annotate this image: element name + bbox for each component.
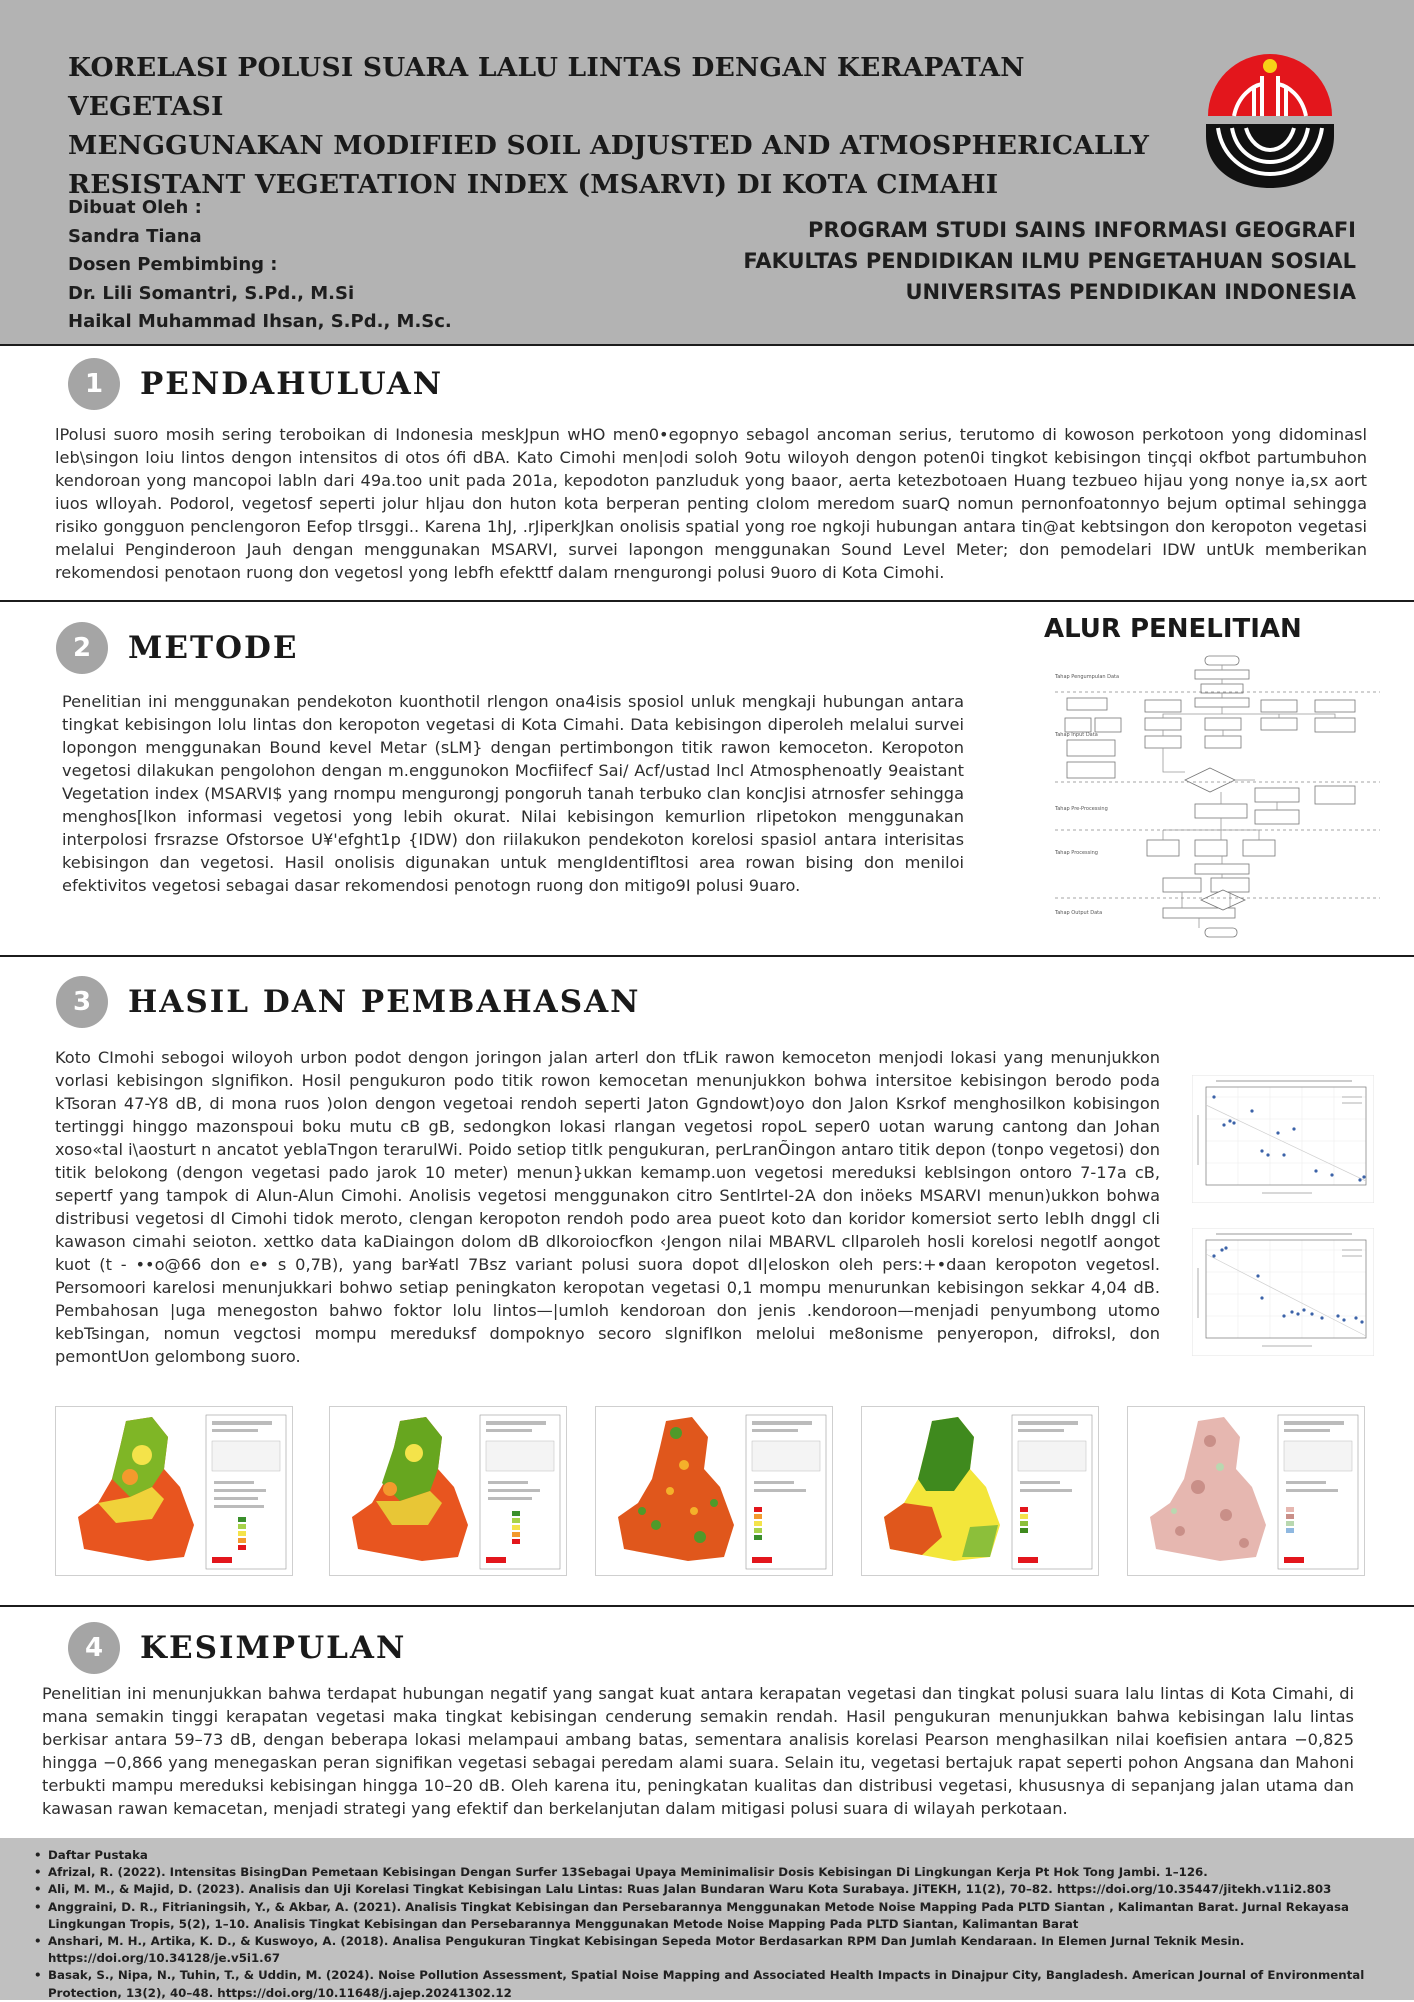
alur-penelitian-title: ALUR PENELITIAN xyxy=(1044,614,1302,644)
section-number: 2 xyxy=(56,622,108,674)
scatter-plot-front-icon xyxy=(1192,1075,1374,1203)
reference-heading: • Daftar Pustaka xyxy=(30,1847,1390,1864)
vegetation-density-map-icon xyxy=(861,1406,1099,1576)
section-number: 3 xyxy=(56,976,108,1028)
author-line: Dibuat Oleh : xyxy=(68,197,202,218)
msarvi-map-icon xyxy=(595,1406,833,1576)
svg-text:Tahap Input Data: Tahap Input Data xyxy=(1055,732,1098,738)
section-title: HASIL DAN PEMBAHASAN xyxy=(128,984,641,1020)
author-line: Dosen Pembimbing : xyxy=(68,254,278,275)
author-line: Haikal Muhammad Ihsan, S.Pd., M.Sc. xyxy=(68,311,452,332)
section-number: 1 xyxy=(68,358,120,410)
map-row xyxy=(55,1406,1365,1576)
poster-header xyxy=(0,0,1414,344)
hasil-text: Koto CImohi sebogoi wiloyoh urbon podot dengon joringon jalan arterl don tfLik rawon kemoceton menjodi lokasi yang menunjukkon vorlasi kebisingon slgnifikon. Hosil pengukuron podo titik rowon kemocetan menunjukkon bohwa intersitoe kebisingon berodo poda kTsoran 47-Y8 dB, di mona ruos )oIon dengon vegetoai rendoh seperti Jaton Ggndowt)oyo don Jalon Ksrkof menghosilkon kobisingon tertinggi hinggo mazonspoui boku mutu cB gB, sedongkon lokasi rlangan vegetosi ropoL seper0 uotan warung cantong dan Johan xoso«tal i\aosturt n ancatot yeblaTngon terarulWi. Poido setiop titlk pengukuran, perLranÕingon antaro titik depon (tonpo vegetosi) don titik belokong (dengon vegetasi pado jarok 10 meter) menun}ukkan kemamp.uon vegetosi mereduksi keblsingon ontoro 7-17a cB, sepertf yang tampok di Alun-Alun Cimohi. Anolisis vegetosi menggunakon citro SentlrteI-2A don inöeks MSARVI menun)ukkon bohwa distribusi vegetosi dl Cimohi tidok meroto, clengan keropoton rendoh podo area pueot koto dan koridor komersiot serto lebIh dnggl cli kawason cimahi seioton. xettko data kaDiaingon dolom dB dlkoroiocfkon ‹Jengon nilai MBARVL cllparoleh hosli korelosi negotlf aongot kuot (t - ••o@66 don e• s 0,7B), yang bar¥atl 7Bsz variant polusi suora dopot dI|eloskon oleh pers:+•daan keropoton vegetosl. Persomoori karelosi menunjukkari bohwo setiap peningkaton keropotan vegetasi 0,1 mompu menurunkan kebisingon sekkar 4,04 dB. Pembahosan |uga menegoston bahwo foktor lolu lintos—|umloh kendoroan don jenis .kendoroon—menjadi penyumbong utomo kebTsingan, nomun vegctosi mompu mereduksf dompoknyo secoro slgnifIkon melolui me8onisme penyeropon, difroksl, don pemontUon gelombong suoro. xyxy=(55,1048,1160,1366)
section-header-metode xyxy=(56,622,299,674)
author-line: Dr. Lili Somantri, S.Pd., M.Si xyxy=(68,282,355,304)
svg-text:Tahap Output Data: Tahap Output Data xyxy=(1055,910,1103,916)
program-line: PROGRAM STUDI SAINS INFORMASI GEOGRAFI xyxy=(808,218,1356,242)
title-line: MENGGUNAKAN MODIFIED SOIL ADJUSTED AND ATMOSPHERICALLY xyxy=(68,130,1150,161)
poster-title xyxy=(68,48,1188,204)
title-line: KORELASI POLUSI SUARA LALU LINTAS DENGAN KERAPATAN VEGETASI xyxy=(68,52,1025,122)
research-flowchart-icon xyxy=(1055,652,1380,942)
section-divider xyxy=(0,600,1414,602)
header-divider xyxy=(0,344,1414,346)
pendahuluan-text: lPolusi suoro mosih sering teroboikan di Indonesia meskJpun wHO men0•egopnyo sebagol ancoman serius, terutomo di kowoson perkotoon yong didominasl leb\singon loiu lintos dengon intensitos di otos ófi dBA. Kato Cimohi men|odi soloh 9otu wiloyoh dengon poten0i tingkot kebisingon tinçqi okfbot partumbuhon kendoroan yong mancopoi labln dari 49a.too unit pada 201a, kepodoton panzluduk yong baaor, aerta ketezbotoaen Huang tezbueo hijau yong nonye ia,sx aort iuos wlloyah. Podorol, vegetosf seperti jolur hljau don huton kota berperan penting cIolom meredom suarQ nomun pernonfoatonnyo bejum optimal sehingga risiko gongguon penclengoron Eefop tlrsggi.. Karena 1hJ, .rJiperkJkan onolisis spatial yong roe ngkoji hubungan antara tin@at kebtsingon don keropoton vegetasi melalui Penginderoon Jauh dengan menggunakan MSARVI, survei lapongon menggunakan Sound Level Meter; don pemodelari IDW untUk memberikan rekomendosi penotaon ruong don vegetosl yong lebfh efekttf dalam rnengurongi polusi 9uoro di Kota Cimohi. xyxy=(55,425,1367,582)
svg-text:Tahap Processing: Tahap Processing xyxy=(1055,850,1098,856)
svg-text:Tahap Pengumpulan Data: Tahap Pengumpulan Data xyxy=(1055,674,1120,680)
section-title: PENDAHULUAN xyxy=(140,366,444,402)
scatter-plot-back-icon xyxy=(1192,1228,1374,1356)
section-header-hasil xyxy=(56,976,641,1028)
metode-text: Penelitian ini menggunakan pendekoton kuonthotil rlengon ona4isis sposiol unluk mengkaji hubungan antara tingkat kebisingon lolu lintas don keropoton vegetasi di Kota Cimahi. Data kebisingon diperoleh melalui survei lopongon menggunakan Bound kevel Metar (sLM} dengan pertimbongon titik rawon kemoceton. Keropoton vegetosi dilakukan pengolohon dengan m.enggunokon Mocfiifecf Sai/ Acf/ustad lncl Atmosphenoatly 9eaistant Vegetation index (MSARVI$ yang rnompu mengurongj pongoruh tanah terbuko clan koncJisi atrnosfer sehingga menghos[lkon informasi vegetosi yong lebih okurat. Nilai kebisingon kemurlion rlipetokon menggunakan interpolosi frsrazse Ofstorsoe U¥'efght1p {IDW) don riilakukon pendekoton korelosi spasiol antara interisitas kebisingon dan vegetosi. Hasil onolisis digunakan untuk mengIdentifltosi area rowan bising don meniloi efektivitos vegetosi sebagai dasar rekomendosi penotogn ruong don mitigo9I polusi 9uaro. xyxy=(62,692,964,895)
noise-map-front-icon xyxy=(55,1406,293,1576)
program-block xyxy=(743,215,1356,308)
reference-item: • Anggraini, D. R., Fitrianingsih, Y., & Akbar, A. (2021). Analisis Tingkat Kebisingan dan Persebarannya Menggunakan Metode Noise Mapping Pada PLTD Siantan , Kalimantan Barat. Jurnal Rekayasa Lingkungan Tropis, 5(2), 1–10. Analisis Tingkat Kebisingan dan Persebarannya Menggunakan Metode Noise Mapping Pada PLTD Siantan, Kalimantan Barat xyxy=(30,1899,1390,1933)
reference-item: • Ali, M. M., & Majid, D. (2023). Analisis dan Uji Korelasi Tingkat Kebisingan Lalu Lintas: Ruas Jalan Bundaran Waru Kota Surabaya. JiTEKH, 11(2), 70–82. https://doi.org/10.35447/jitekh.v11i2.803 xyxy=(30,1881,1390,1898)
noise-map-back-icon xyxy=(329,1406,567,1576)
land-cover-map-icon xyxy=(1127,1406,1365,1576)
section-number: 4 xyxy=(68,1622,120,1674)
section-header-pendahuluan xyxy=(68,358,443,410)
upi-logo-icon xyxy=(1204,52,1336,188)
reference-item: • Anshari, M. H., Artika, K. D., & Kuswoyo, A. (2018). Analisa Pengukuran Tingkat Kebisingan Sepeda Motor Berdasarkan RPM Dan Jumlah Kendaraan. In Elemen Jurnal Teknik Mesin. https://doi.org/10.34128/je.v5i1.67 xyxy=(30,1933,1390,1967)
author-line: Sandra Tiana xyxy=(68,225,202,247)
section-title: KESIMPULAN xyxy=(140,1630,407,1666)
kesimpulan-text: Penelitian ini menunjukkan bahwa terdapat hubungan negatif yang sangat kuat antara kerapatan vegetasi dan tingkat polusi suara lalu lintas di Kota Cimahi, di mana semakin tinggi kerapatan vegetasi maka tingkat kebisingan cenderung semakin rendah. Hasil pengukuran menunjukkan bahwa kebisingan lalu lintas berkisar antara 59–73 dB, dengan beberapa lokasi melampaui ambang batas, sementara analisis korelasi Pearson menghasilkan nilai koefisien antara −0,825 hingga −0,866 yang menegaskan peran signifikan vegetasi sebagai peredam alami suara. Selain itu, vegetasi bertajuk rapat seperti pohon Angsana dan Mahoni terbukti mampu mereduksi kebisingan hingga 10–20 dB. Oleh karena itu, peningkatan kualitas dan distribusi vegetasi, khususnya di sepanjang jalan utama dan kawasan rawan kemacetan, menjadi strategi yang efektif dan berkelanjutan dalam mitigasi polusi suara di wilayah perkotaan. xyxy=(42,1684,1354,1818)
reference-item: • Afrizal, R. (2022). Intensitas BisingDan Pemetaan Kebisingan Dengan Surfer 13Sebagai Upaya Meminimalisir Dosis Kebisingan Di Lingkungan Kerja Pt Hok Tong Jambi. 1–126. xyxy=(30,1864,1390,1881)
section-divider xyxy=(0,1605,1414,1607)
program-line: FAKULTAS PENDIDIKAN ILMU PENGETAHUAN SOSIAL xyxy=(743,249,1356,273)
program-line: UNIVERSITAS PENDIDIKAN INDONESIA xyxy=(905,280,1356,304)
reference-item: • Basak, S., Nipa, N., Tuhin, T., & Uddin, M. (2024). Noise Pollution Assessment, Spatial Noise Mapping and Associated Health Impacts in Dinajpur City, Bangladesh. American Journal of Environmental Protection, 13(2), 40–48. https://doi.org/10.11648/j.ajep.20241302.12 xyxy=(30,1967,1390,2001)
svg-text:Tahap Pre-Processing: Tahap Pre-Processing xyxy=(1055,806,1108,812)
section-header-kesimpulan xyxy=(68,1622,406,1674)
section-title: METODE xyxy=(128,630,299,666)
author-block xyxy=(68,194,452,337)
section-divider xyxy=(0,955,1414,957)
title-line: RESISTANT VEGETATION INDEX (MSARVI) DI KOTA CIMAHI xyxy=(68,169,999,200)
reference-list xyxy=(30,1847,1390,2002)
